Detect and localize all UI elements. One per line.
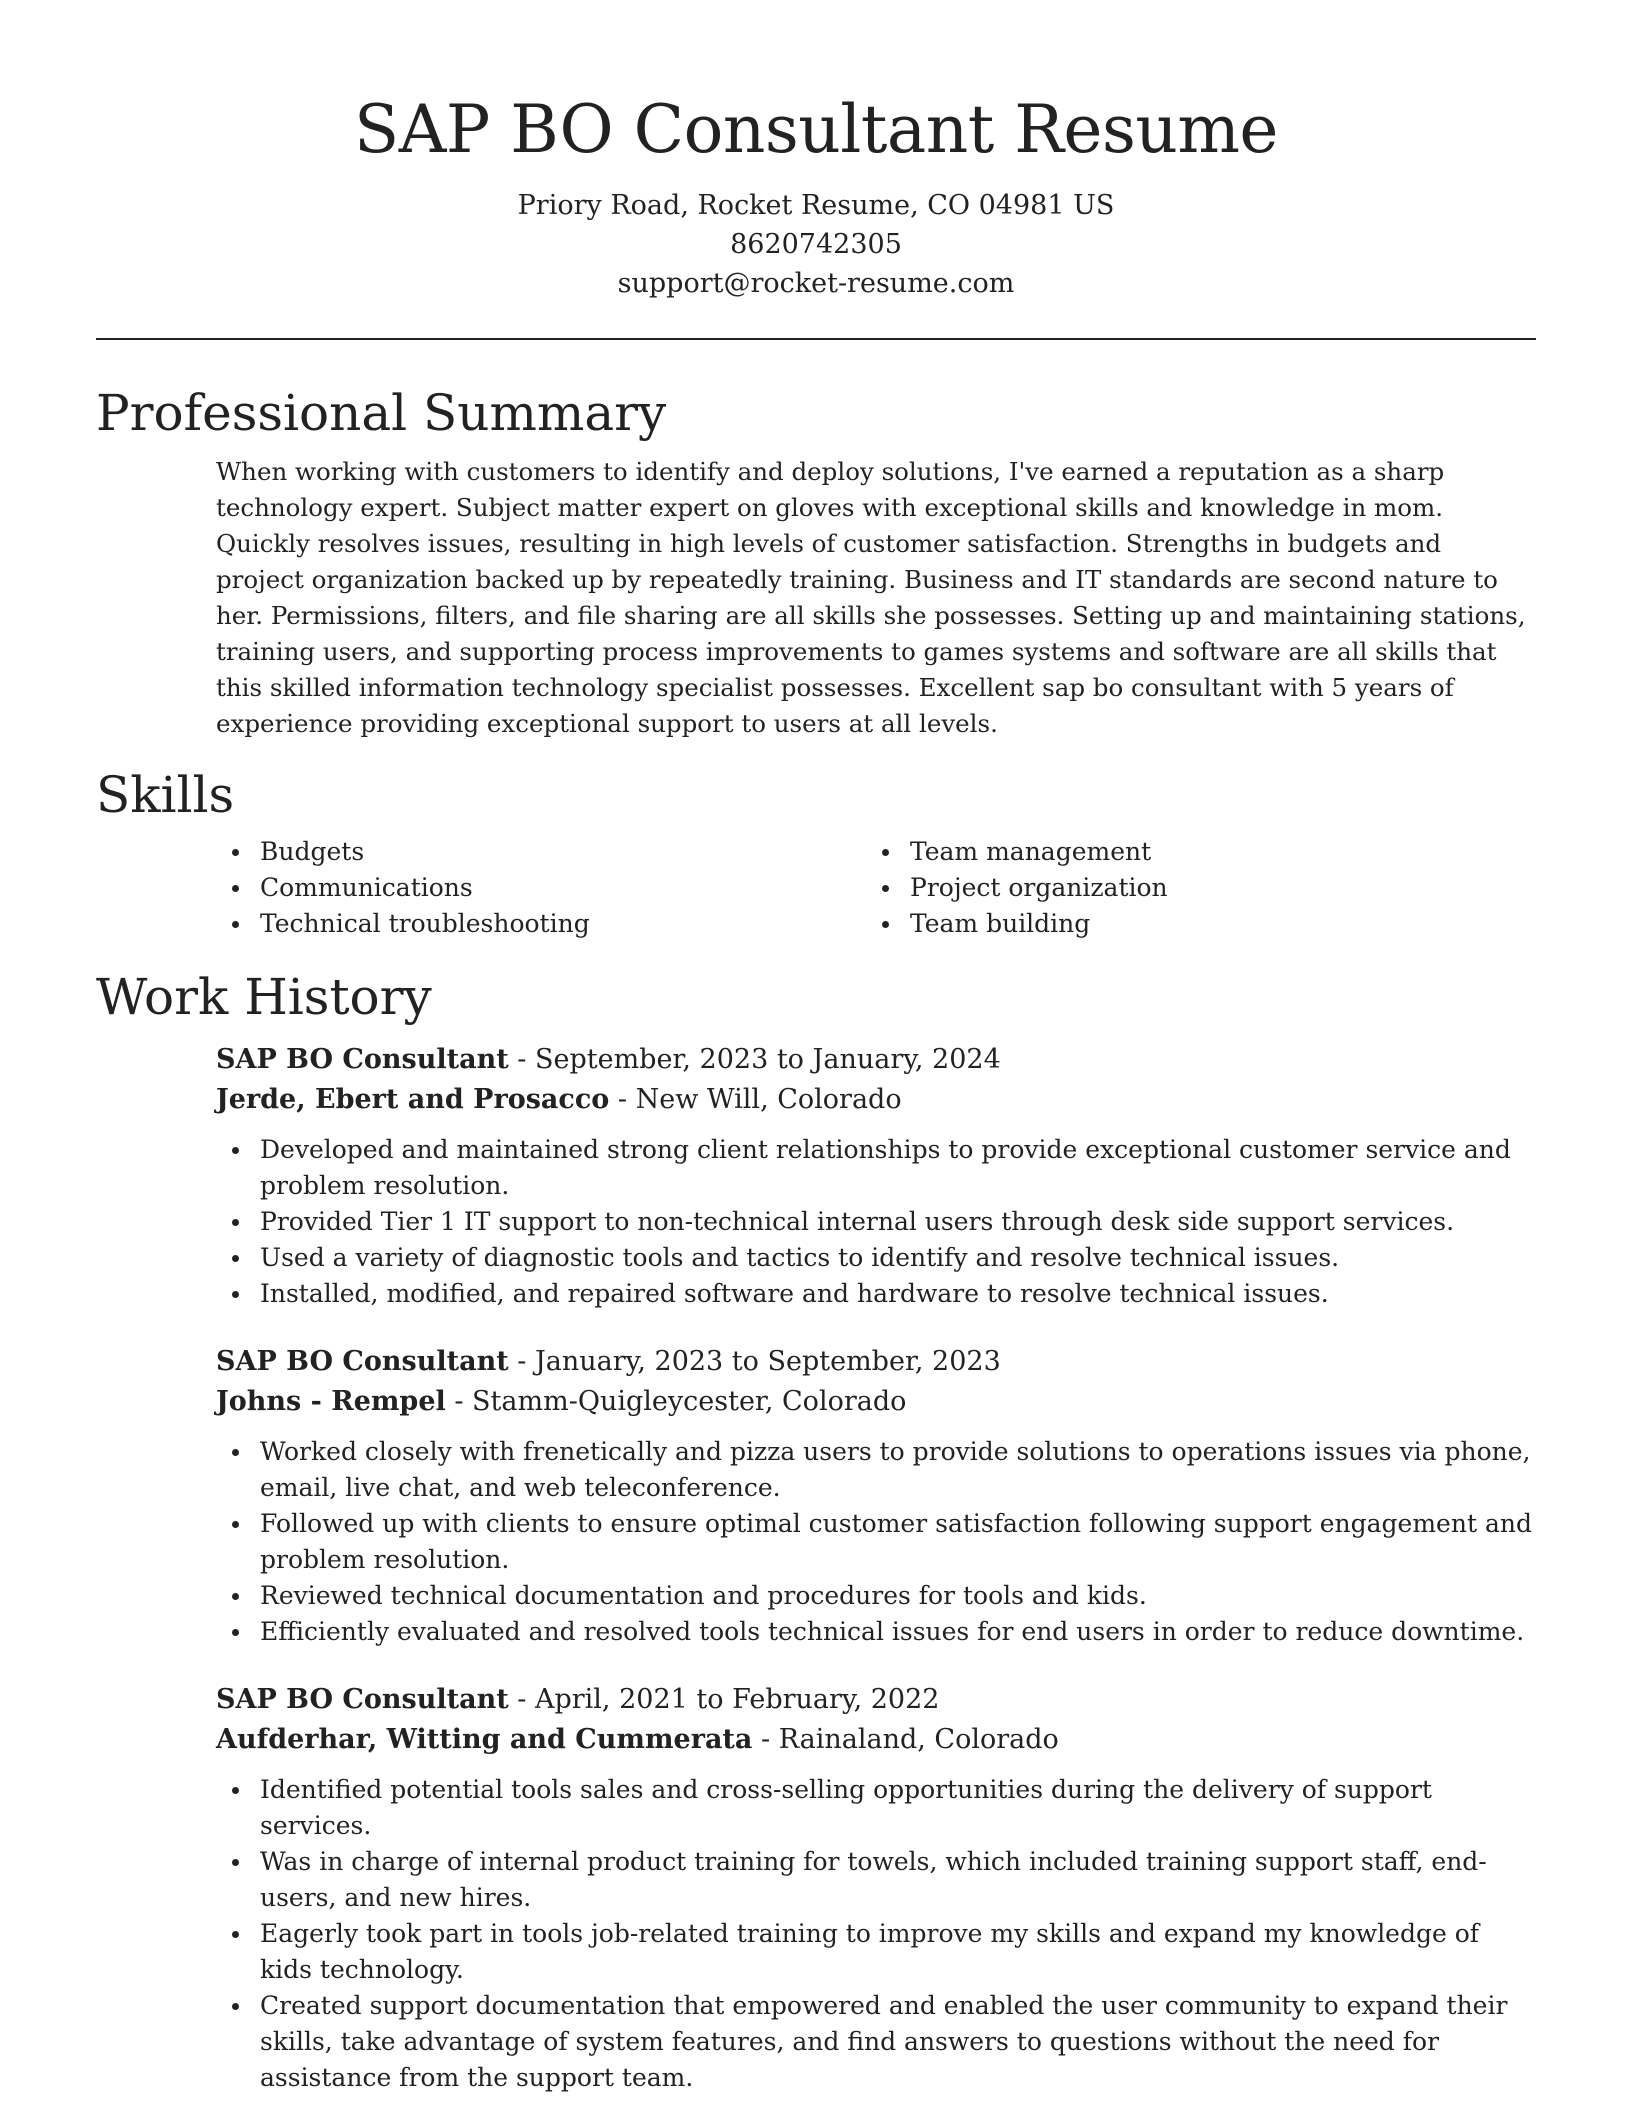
skill-item: Technical troubleshooting	[216, 906, 866, 942]
job-bullet: Reviewed technical documentation and procedures for tools and kids.	[216, 1578, 1536, 1614]
summary-heading: Professional Summary	[96, 384, 667, 442]
job-title: SAP BO Consultant	[216, 1044, 509, 1075]
job-title: SAP BO Consultant	[216, 1346, 509, 1377]
job-company-line	[216, 1382, 1536, 1422]
job-bullet: Efficiently evaluated and resolved tools technical issues for end users in order to reduce downtime.	[216, 1614, 1536, 1650]
skill-item: Team building	[866, 906, 1516, 942]
resume-header	[96, 0, 1536, 303]
skill-item: Project organization	[866, 870, 1516, 906]
skill-item: Budgets	[216, 834, 866, 870]
job-title: SAP BO Consultant	[216, 1684, 509, 1715]
job-bullets	[216, 1132, 1536, 1312]
job-company: Johns - Rempel	[216, 1386, 446, 1417]
job-bullet: Worked closely with frenetically and pizza users to provide solutions to operations issues via phone, email, live chat, and web teleconference.	[216, 1434, 1536, 1506]
job-bullet: Was in charge of internal product training for towels, which included training support staff, end-users, and new hires.	[216, 1844, 1536, 1916]
job-entry	[216, 1680, 1536, 2096]
skill-item: Team management	[866, 834, 1516, 870]
job-company: Jerde, Ebert and Prosacco	[216, 1084, 610, 1115]
job-title-line	[216, 1680, 1536, 1720]
job-bullet: Installed, modified, and repaired software and hardware to resolve technical issues.	[216, 1276, 1536, 1312]
skills-column-right	[866, 834, 1516, 942]
job-bullet: Used a variety of diagnostic tools and tactics to identify and resolve technical issues.	[216, 1240, 1536, 1276]
job-bullet: Identified potential tools sales and cross-selling opportunities during the delivery of support services.	[216, 1772, 1536, 1844]
skill-item: Communications	[216, 870, 866, 906]
job-bullet: Developed and maintained strong client relationships to provide exceptional customer service and problem resolution.	[216, 1132, 1536, 1204]
job-bullets	[216, 1434, 1536, 1650]
skills-heading: Skills	[96, 766, 235, 824]
job-company-line	[216, 1720, 1536, 1760]
job-location: - Stamm-Quigleycester, Colorado	[445, 1386, 907, 1417]
contact-block	[96, 186, 1536, 303]
job-entry	[216, 1040, 1536, 1312]
job-location: - New Will, Colorado	[609, 1084, 902, 1115]
skills-column-left	[216, 834, 866, 942]
job-entry	[216, 1342, 1536, 1650]
job-title-line	[216, 1040, 1536, 1080]
resume-title: SAP BO Consultant Resume	[354, 91, 1278, 168]
job-company: Aufderhar, Witting and Cummerata	[216, 1724, 753, 1755]
contact-phone: 8620742305	[730, 229, 902, 260]
job-bullets	[216, 1772, 1536, 2096]
job-bullet: Followed up with clients to ensure optimal customer satisfaction following support engagement and problem resolution.	[216, 1506, 1536, 1578]
skills-list	[216, 834, 1536, 942]
contact-email: support@rocket-resume.com	[617, 268, 1015, 299]
job-bullet: Provided Tier 1 IT support to non-technical internal users through desk side support services.	[216, 1204, 1536, 1240]
job-dates: - September, 2023 to January, 2024	[508, 1044, 1001, 1075]
job-bullet: Eagerly took part in tools job-related training to improve my skills and expand my knowledge of kids technology.	[216, 1916, 1536, 1988]
job-bullet: Created support documentation that empowered and enabled the user community to expand their skills, take advantage of system features, and find answers to questions without the need for assistance from the support team.	[216, 1988, 1536, 2096]
contact-address: Priory Road, Rocket Resume, CO 04981 US	[517, 190, 1115, 221]
job-dates: - April, 2021 to February, 2022	[508, 1684, 940, 1715]
job-dates: - January, 2023 to September, 2023	[508, 1346, 1001, 1377]
job-company-line	[216, 1080, 1536, 1120]
job-location: - Rainaland, Colorado	[752, 1724, 1059, 1755]
job-title-line	[216, 1342, 1536, 1382]
header-divider	[96, 338, 1536, 340]
work-history-heading: Work History	[96, 968, 432, 1026]
summary-text: When working with customers to identify and deploy solutions, I've earned a reputation as a sharp technology expert. Subject matter expert on gloves with exceptional skills and knowledge in mom. Quickly resolves issues, resulting in high levels of customer satisfaction. Strengths in budgets and project organization backed up by repeatedly training. Business and IT standards are second nature to her. Permissions, filters, and file sharing are all skills she possesses. Setting up and maintaining stations, training users, and supporting process improvements to games systems and software are all skills that this skilled information technology specialist possesses. Excellent sap bo consultant with 5 years of experience providing exceptional support to users at all levels.	[216, 457, 1526, 738]
